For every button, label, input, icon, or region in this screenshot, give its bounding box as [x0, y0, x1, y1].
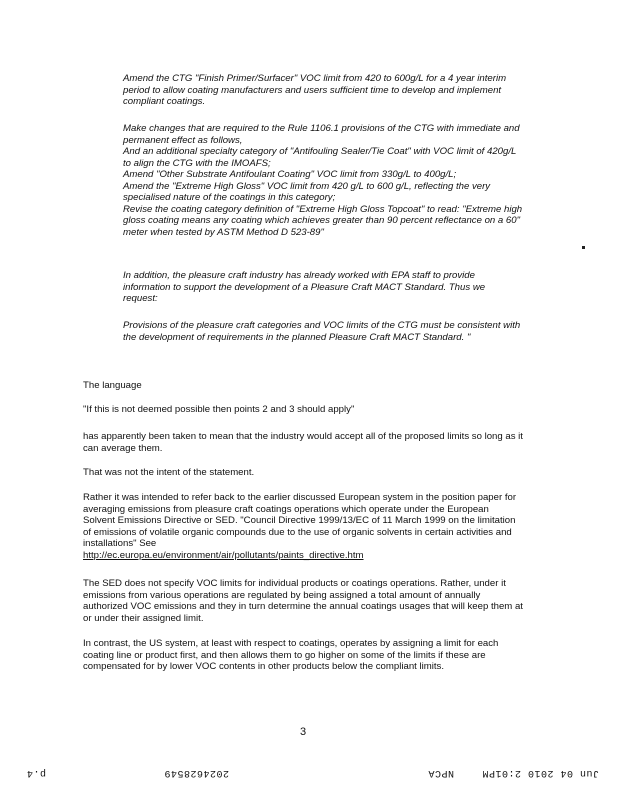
- quoted-statement: "If this is not deemed possible then points 2 and 3 should apply": [83, 404, 355, 415]
- rather-text: Rather it was intended to refer back to the earlier discussed European system in the position paper for averaging emissions from pleasure craft coatings operations which operate under the European Solvent Emissions Directive or SED. "Council Directive 1999/13/EC of 11 March 1999 on the limitation of emissions of volatile organic compounds due to the use of organic solvents in certain activities and installations" See: [83, 492, 517, 549]
- topcoat-definition: Revise the coating category definition of "Extreme High Gloss Topcoat" to read: "Extreme high gloss coating means any coating which achieves greater than 90 percent reflectance on a 60" meter when tested by ASTM Method D 523-89": [123, 203, 523, 238]
- page-number: 3: [300, 726, 307, 738]
- mact-intro: In addition, the pleasure craft industry has already worked with EPA staff to provide information to support the development of a Pleasure Craft MACT Standard. Thus we request:: [123, 270, 486, 304]
- amendment-list: [123, 123, 523, 238]
- us-system-paragraph: In contrast, the US system, at least with respect to coatings, operates by assigning a limit for each coating line or product first, and then allows them to go higher on some of the limits if these are compensated for by lower VOC contents in other products below the compliant limits.: [83, 638, 499, 672]
- interpretation: has apparently been taken to mean that the industry would accept all of the proposed limits so long as it can average them.: [83, 431, 523, 454]
- fax-page: p.4: [26, 767, 46, 778]
- not-intent: That was not the intent of the statement.: [83, 467, 255, 478]
- amend-finish-primer: Amend the CTG "Finish Primer/Surfacer" VOC limit from 420 to 600g/L for a 4 year interim period to allow coating manufacturers and users sufficient time to develop and implement compliant coatings.: [123, 73, 507, 107]
- antifouling-sealer: And an additional specialty category of "Antifouling Sealer/Tie Coat" with VOC limit of 420g/L to align the CTG with the IMOAFS;: [123, 146, 517, 169]
- scan-speck: [582, 246, 585, 249]
- directive-link[interactable]: http://ec.europa.eu/environment/air/pollutants/paints_directive.htm: [83, 549, 364, 561]
- fax-sender: NPCA: [427, 767, 454, 778]
- changes-intro: Make changes that are required to the Rule 1106.1 provisions of the CTG with immediate and permanent effect as follows,: [123, 123, 520, 146]
- fax-date: Jun 04 2010 2:01PM: [481, 767, 599, 778]
- fax-header: [0, 762, 619, 780]
- other-substrate: Amend "Other Substrate Antifoulant Coating" VOC limit from 330g/L to 400g/L;: [123, 169, 457, 180]
- language-label: The language: [83, 380, 142, 391]
- european-system-paragraph: [83, 492, 523, 561]
- sed-paragraph: The SED does not specify VOC limits for individual products or coatings operations. Rather, under it emissions from various operations are regulated by being assigned a total amount of annually authorized VOC emissions and they in turn determine the annual coatings usages that will keep them at or under their assigned limit.: [83, 578, 523, 624]
- fax-phone: 2024628549: [163, 767, 229, 778]
- mact-request: Provisions of the pleasure craft categories and VOC limits of the CTG must be consistent with the development of requirements in the planned Pleasure Craft MACT Standard. ": [123, 320, 521, 343]
- extreme-gloss-limit: Amend the "Extreme High Gloss" VOC limit from 420 g/L to 600 g/L, reflecting the very specialised nature of the coatings in this category;: [123, 180, 491, 203]
